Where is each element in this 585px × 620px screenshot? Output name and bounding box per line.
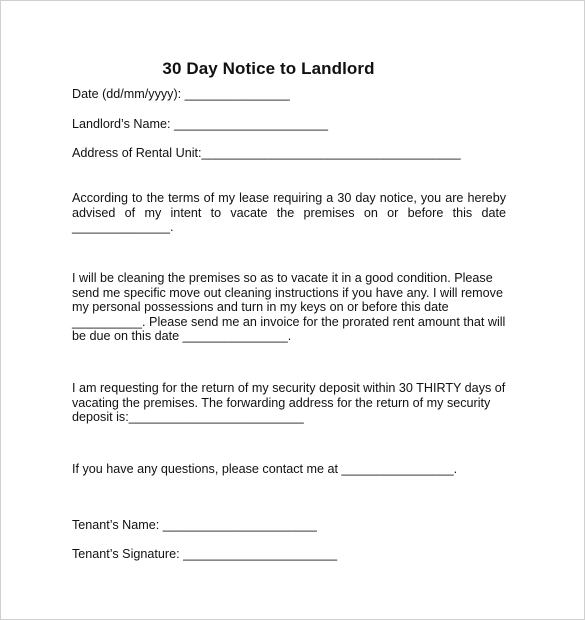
cleaning-paragraph [72,271,506,344]
notice-paragraph [72,191,506,235]
notice-paragraph-line-1: According to the terms of my lease requiring a 30 day notice, you are hereby [72,191,506,205]
date-field-line: Date (dd/mm/yyyy): _______________ [72,87,290,101]
tenant-name-field-line: Tenant’s Name: ______________________ [72,518,317,532]
deposit-paragraph-line-2: vacating the premises. The forwarding address for the return of my security [72,395,491,410]
cleaning-paragraph-line-2: send me specific move out cleaning instructions if you have any. I will remove [72,285,503,300]
deposit-paragraph-line-3: deposit is:_________________________ [72,410,304,425]
cleaning-paragraph-line-4: __________. Please send me an invoice for the prorated rent amount that will [72,314,506,329]
deposit-paragraph-line-1: I am requesting for the return of my security deposit within 30 THIRTY days of [72,381,506,395]
landlord-name-field-line: Landlord’s Name: ______________________ [72,117,329,131]
deposit-paragraph [72,381,506,425]
cleaning-paragraph-line-1: I will be cleaning the premises so as to vacate it in a good condition. Please [72,271,493,285]
notice-paragraph-line-3: ______________. [72,220,174,235]
cleaning-paragraph-line-5: be due on this date _______________. [72,329,292,344]
document-title: 30 Day Notice to Landlord [162,59,375,78]
notice-paragraph-line-2: advised of my intent to vacate the premises on or before this date [72,205,506,220]
tenant-signature-field-line: Tenant’s Signature: ______________________ [72,547,338,561]
rental-address-field-line: Address of Rental Unit:_____________________________________ [72,146,461,160]
questions-contact-line: If you have any questions, please contact me at ________________. [72,462,458,476]
cleaning-paragraph-line-3: my personal possessions and turn in my keys on or before this date [72,300,449,315]
